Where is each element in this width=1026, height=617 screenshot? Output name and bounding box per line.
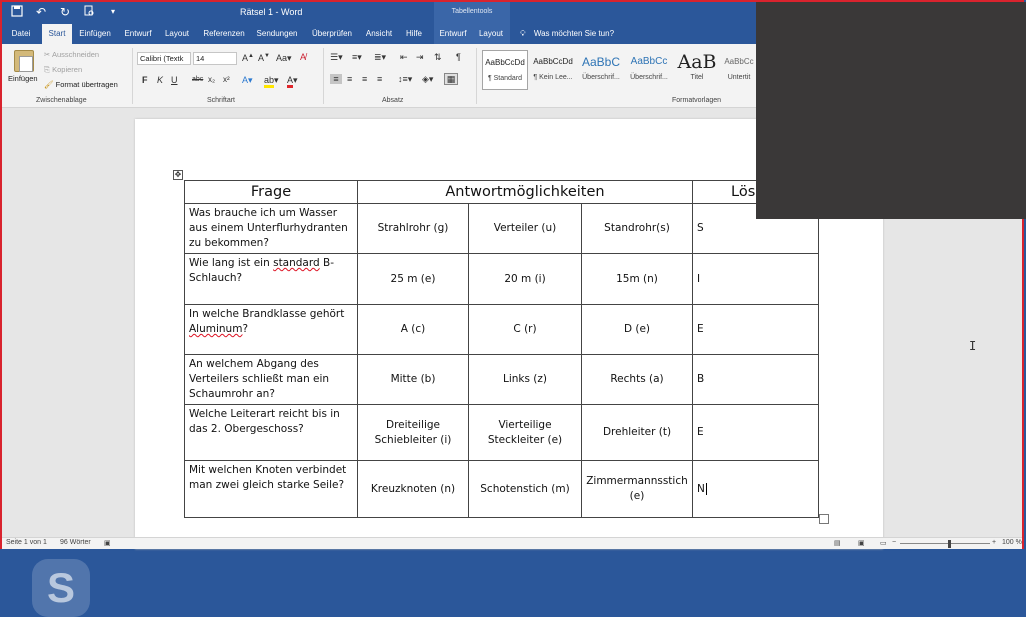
solution-cell[interactable] [693, 461, 819, 518]
style-sample: AaBbCc [724, 57, 754, 66]
answer-cell[interactable]: Rechts (a) [582, 355, 693, 405]
paintbrush-icon: 🖌︎ [44, 80, 54, 89]
answer-cell[interactable]: Vierteilige Steckleiter (e) [469, 405, 582, 461]
decrease-indent-icon[interactable]: ⇤ [400, 52, 408, 62]
header-question[interactable]: Frage [185, 181, 358, 204]
styles-group-label: Formatvorlagen [672, 97, 722, 104]
show-marks-icon[interactable]: ¶ [456, 52, 461, 62]
zoom-slider-thumb[interactable] [948, 540, 951, 548]
quick-access-toolbar [10, 5, 120, 19]
style-standard[interactable] [482, 50, 528, 90]
cut-button[interactable] [44, 50, 99, 59]
style-sample: AaBbCc [630, 56, 668, 67]
table-resize-handle[interactable] [819, 514, 829, 524]
solution-cell[interactable]: I [693, 254, 819, 305]
increase-indent-icon[interactable]: ⇥ [416, 52, 424, 62]
header-solution[interactable]: Lös [693, 181, 819, 204]
print-layout-icon[interactable]: ▣ [858, 540, 865, 547]
table-row [185, 355, 819, 405]
tab-ueberpruefen[interactable]: Überprüfen [311, 29, 353, 38]
word-count[interactable]: 96 Wörter [60, 539, 91, 546]
solution-cell[interactable]: S [693, 204, 819, 254]
quiz-table[interactable] [184, 180, 819, 518]
tab-ansicht[interactable]: Ansicht [365, 29, 393, 38]
numbering-icon[interactable]: ≡▾ [352, 52, 362, 62]
separator [476, 48, 477, 104]
highlight-icon[interactable]: ab▾ [264, 75, 279, 86]
page-count[interactable]: Seite 1 von 1 [6, 539, 47, 546]
cut-label: Ausschneiden [51, 50, 100, 59]
justify-icon[interactable]: ≡ [377, 74, 383, 84]
bold-button[interactable]: F [142, 75, 148, 85]
format-painter-button[interactable] [44, 80, 118, 89]
question-cell[interactable]: Welche Leiterart reicht bis in das 2. Obergeschoss? [185, 405, 358, 461]
question-text: ? [242, 323, 249, 335]
font-group-label: Schriftart [207, 97, 236, 104]
shrink-font-icon[interactable]: A▼ [258, 53, 270, 63]
answer-cell[interactable]: D (e) [582, 305, 693, 355]
style-heading-2[interactable] [626, 50, 672, 90]
answer-cell[interactable]: Dreiteilige Schiebleiter (i) [358, 405, 469, 461]
style-name: Überschrif... [630, 74, 668, 81]
table-row [185, 204, 819, 254]
question-cell[interactable] [185, 254, 358, 305]
redo-icon[interactable]: ↻ [59, 5, 71, 19]
strikethrough-button[interactable]: abc [192, 76, 204, 83]
table-row [185, 305, 819, 355]
solution-text: N [697, 482, 705, 495]
tell-me-text: Was möchten Sie tun? [533, 29, 615, 38]
question-cell[interactable] [185, 305, 358, 355]
style-sample: AaBbCcDd [485, 58, 525, 67]
proofing-icon[interactable]: ▣ [104, 540, 111, 547]
separator [132, 48, 133, 104]
align-left-icon[interactable]: ≡ [330, 74, 342, 84]
answer-cell[interactable]: Schotenstich (m) [469, 461, 582, 518]
style-heading-1[interactable] [578, 50, 624, 90]
style-title[interactable] [674, 50, 720, 90]
tab-hilfe[interactable]: Hilfe [405, 29, 422, 38]
format-painter-label: Format übertragen [55, 80, 118, 89]
tab-table-entwurf[interactable]: Entwurf [439, 29, 467, 38]
question-text: B-Schlauch? [189, 257, 335, 284]
text-effects-icon[interactable]: A▾ [242, 75, 253, 85]
bullets-icon[interactable]: ☰▾ [330, 52, 343, 62]
style-name: ¶ Kein Lee... [533, 74, 573, 81]
read-mode-icon[interactable]: ▤ [834, 540, 841, 547]
answer-cell[interactable]: Verteiler (u) [469, 204, 582, 254]
sort-icon[interactable]: ⇅ [434, 52, 442, 62]
borders-icon[interactable]: ▦ [444, 73, 458, 85]
ibeam-cursor-icon: I [969, 339, 977, 353]
italic-button[interactable]: K [157, 75, 164, 85]
solution-cell[interactable]: B [693, 355, 819, 405]
tab-referenzen[interactable]: Referenzen [203, 29, 245, 38]
zoom-out-icon[interactable]: − [892, 539, 897, 546]
tell-me-box[interactable] [520, 24, 614, 44]
question-text: In welche Brandklasse gehört [189, 308, 345, 320]
document-title: Rätsel 1 - Word [240, 7, 303, 17]
style-name: ¶ Standard [487, 75, 523, 82]
tab-entwurf[interactable]: Entwurf [124, 29, 152, 38]
tab-sendungen[interactable]: Sendungen [256, 29, 298, 38]
align-center-icon[interactable]: ≡ [347, 74, 353, 84]
clear-format-icon[interactable]: A̸ [300, 52, 307, 62]
spelling-flag: standard [273, 257, 320, 269]
answer-cell[interactable]: 20 m (i) [469, 254, 582, 305]
answer-cell[interactable]: C (r) [469, 305, 582, 355]
paste-icon[interactable] [14, 50, 34, 72]
question-cell[interactable]: Mit welchen Knoten verbindet man zwei gleich starke Seile? [185, 461, 358, 518]
customize-qat-icon[interactable]: ▾ [110, 7, 115, 16]
paragraph-group-label: Absatz [382, 97, 404, 104]
header-answers[interactable]: Antwortmöglichkeiten [358, 181, 693, 204]
grow-font-icon[interactable]: A▲ [242, 53, 254, 63]
style-kein-leerraum[interactable] [530, 50, 576, 90]
tab-layout[interactable]: Layout [164, 29, 190, 38]
table-row [185, 254, 819, 305]
question-text: Wie lang ist ein [189, 257, 274, 269]
dark-overlay [756, 2, 1026, 219]
underline-button[interactable]: U [171, 75, 178, 85]
question-cell[interactable]: An welchem Abgang des Verteilers schließt man ein Schaumrohr an? [185, 355, 358, 405]
text-caret [706, 483, 707, 495]
answer-cell[interactable]: Links (z) [469, 355, 582, 405]
copy-button[interactable] [44, 65, 82, 75]
print-preview-icon[interactable] [82, 5, 96, 19]
answer-cell[interactable]: Drehleiter (t) [582, 405, 693, 461]
table-row [185, 405, 819, 461]
font-name-dropdown[interactable]: Calibri (Textk [137, 52, 191, 65]
zoom-in-icon[interactable]: + [992, 539, 997, 546]
question-cell[interactable]: Was brauche ich um Wasser aus einem Unterflurhydranten zu bekommen? [185, 204, 358, 254]
answer-cell[interactable]: Zimmermannsstich (e) [582, 461, 693, 518]
multilevel-list-icon[interactable]: ≣▾ [374, 52, 387, 62]
answer-cell[interactable]: 25 m (e) [358, 254, 469, 305]
answer-cell[interactable]: Mitte (b) [358, 355, 469, 405]
save-icon[interactable] [10, 5, 24, 19]
zoom-level[interactable]: 100 % [1002, 539, 1022, 546]
solution-cell[interactable]: E [693, 305, 819, 355]
context-tab-group-label: Tabellentools [434, 2, 510, 24]
style-sample: AaB [677, 51, 717, 73]
answer-cell[interactable]: 15m (n) [582, 254, 693, 305]
style-name: Überschrif... [582, 74, 620, 81]
tab-table-layout[interactable]: Layout [478, 29, 504, 38]
font-color-icon[interactable]: A▾ [287, 75, 298, 86]
zoom-slider[interactable] [900, 543, 990, 544]
clipboard-group-label: Zwischenablage [36, 97, 87, 104]
answer-cell[interactable]: A (c) [358, 305, 469, 355]
style-name: Titel [690, 74, 704, 81]
table-row [185, 461, 819, 518]
answer-cell[interactable]: Strahlrohr (g) [358, 204, 469, 254]
copy-label: Kopieren [52, 65, 83, 74]
style-name: Untertit [727, 74, 751, 81]
skype-watermark-icon: S [32, 559, 90, 617]
solution-cell[interactable]: E [693, 405, 819, 461]
tab-einfuegen[interactable]: Einfügen [79, 29, 111, 38]
table-header-row [185, 181, 819, 204]
paste-button[interactable]: Einfügen [8, 74, 38, 83]
undo-icon[interactable]: ↶ [35, 5, 47, 19]
tab-datei[interactable]: Datei [11, 29, 31, 38]
font-size-dropdown[interactable]: 14 [193, 52, 237, 65]
tab-start[interactable]: Start [42, 24, 72, 44]
table-move-handle-icon[interactable]: ✥ [174, 170, 182, 179]
answer-cell[interactable]: Kreuzknoten (n) [358, 461, 469, 518]
copy-icon: ⎘ [44, 65, 50, 74]
web-layout-icon[interactable]: ▭ [880, 540, 887, 547]
separator [323, 48, 324, 104]
subscript-button[interactable]: x₂ [208, 75, 216, 84]
superscript-button[interactable]: x² [223, 75, 230, 84]
lightbulb-icon: 💡︎ [520, 29, 526, 38]
style-subtitle[interactable] [722, 50, 756, 90]
answer-cell[interactable]: Standrohr(s) [582, 204, 693, 254]
align-right-icon[interactable]: ≡ [362, 74, 368, 84]
style-sample: AaBbC [581, 55, 621, 69]
scissors-icon: ✂ [44, 50, 51, 59]
shading-icon[interactable]: ◈▾ [422, 74, 434, 84]
style-sample: AaBbCcDd [533, 57, 573, 66]
status-bar [2, 537, 1022, 549]
line-spacing-icon[interactable]: ↕≡▾ [398, 74, 413, 84]
change-case-icon[interactable]: Aa▾ [276, 53, 292, 63]
spelling-flag: Aluminum [189, 323, 243, 335]
